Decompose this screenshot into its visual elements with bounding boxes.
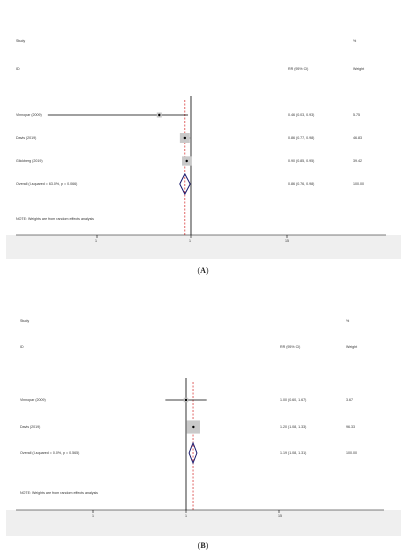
- study-weight-text: 3.67: [346, 398, 353, 402]
- figure-caption-b: (B): [197, 541, 209, 550]
- note-text: NOTE: Weights are from random effects analysis: [20, 491, 98, 495]
- study-ci-text: 0.90 (0.85, 0.95): [288, 159, 315, 163]
- header-id: ID: [20, 345, 24, 349]
- study-label: Glickberg (2019): [16, 159, 43, 163]
- study-point-estimate: [158, 114, 160, 116]
- study-weight-text: 46.83: [353, 136, 362, 140]
- caption-letter: B: [200, 541, 206, 550]
- x-tick-label: 1: [95, 239, 97, 243]
- overall-weight-text: 100.00: [346, 451, 357, 455]
- study-label: Davis (2019): [16, 136, 37, 140]
- study-label: Davis (2019): [20, 425, 41, 429]
- header-id: ID: [16, 67, 20, 71]
- forest-plot-svg-a: [6, 4, 401, 259]
- study-ci-text: 1.00 (0.60, 1.67): [280, 398, 307, 402]
- figure-caption-a: (A): [197, 266, 209, 275]
- overall-ci-text: 0.86 (0.76, 0.98): [288, 182, 315, 186]
- note-text: NOTE: Weights are from random effects analysis: [16, 217, 94, 221]
- overall-label: Overall (I-squared = 63.0%, p = 0.066): [16, 182, 78, 186]
- header-weight: Weight: [353, 67, 365, 71]
- header-effect: RR (95% CI): [280, 345, 301, 349]
- header-weight: Weight: [346, 345, 358, 349]
- forest-plot-svg-b: [6, 282, 401, 536]
- x-tick-label: 15: [285, 239, 289, 243]
- study-point-estimate: [184, 137, 186, 139]
- study-point-estimate: [185, 160, 187, 162]
- study-weight-text: 39.42: [353, 159, 362, 163]
- study-point-estimate: [192, 426, 194, 428]
- x-tick-label: 1: [92, 514, 94, 518]
- header-effect: RR (95% CI): [288, 67, 309, 71]
- plot-area-b: [6, 282, 401, 518]
- header-pct: %: [353, 39, 357, 43]
- x-tick-label: 1: [185, 514, 187, 518]
- header-study: Study: [16, 39, 26, 43]
- study-label: Vinnopar (2009): [16, 113, 42, 117]
- forest-plot-panel-b: [6, 282, 401, 536]
- study-label: Vinnopar (2009): [20, 398, 46, 402]
- caption-letter: A: [200, 266, 206, 275]
- study-point-estimate: [185, 399, 187, 401]
- study-weight-text: 96.33: [346, 425, 355, 429]
- study-ci-text: 0.86 (0.77, 0.98): [288, 136, 315, 140]
- overall-ci-text: 1.19 (1.08, 1.31): [280, 451, 307, 455]
- plot-area-a: [6, 4, 401, 243]
- x-tick-label: 15: [278, 514, 282, 518]
- header-pct: %: [346, 319, 350, 323]
- overall-label: Overall (I-squared = 0.0%, p = 0.565): [20, 451, 80, 455]
- x-tick-label: 1: [189, 239, 191, 243]
- header-study: Study: [20, 319, 30, 323]
- study-ci-text: 1.20 (1.08, 1.33): [280, 425, 307, 429]
- study-weight-text: 5.75: [353, 113, 360, 117]
- overall-weight-text: 100.00: [353, 182, 364, 186]
- forest-plot-panel-a: [6, 4, 401, 259]
- study-ci-text: 0.46 (0.03, 0.93): [288, 113, 315, 117]
